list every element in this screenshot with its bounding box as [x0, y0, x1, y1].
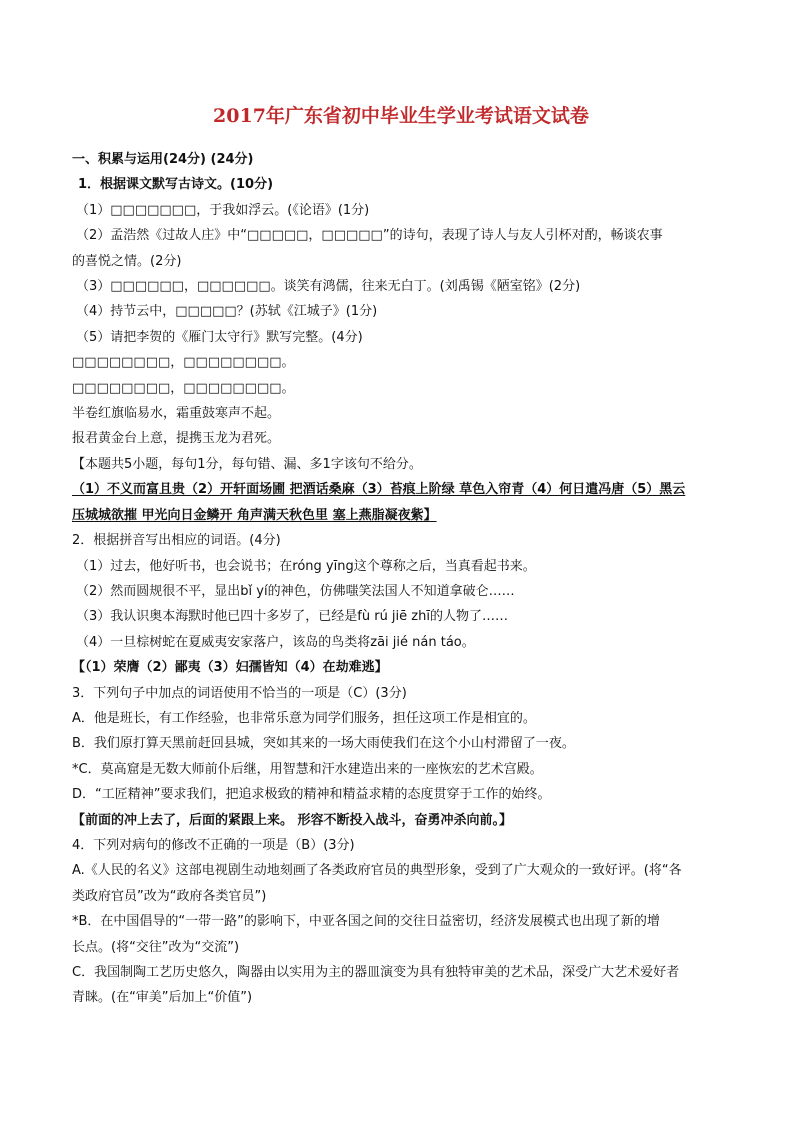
text-line: （3）□□□□□□，□□□□□□。谈笑有鸿儒，往来无白丁。(刘禹锡《陋室铭》(2分): [76, 279, 581, 295]
text-line: □□□□□□□□，□□□□□□□□。: [72, 355, 295, 371]
text-line: 【本题共5小题，每句1分，每句错、漏、多1字该句不给分。: [72, 456, 422, 472]
page-title: 2017年广东省初中毕业生学业考试语文试卷: [213, 105, 589, 127]
text-line: （1）□□□□□□□，于我如浮云。(《论语》(1分): [76, 202, 370, 218]
text-line: B．我们原打算天黑前赶回县城，突如其来的一场大雨使我们在这个小山村滞留了一夜。: [72, 736, 575, 752]
text-line: 3．下列句子中加点的词语使用不恰当的一项是（C）(3分): [72, 685, 407, 701]
text-line: 1．根据课文默写古诗文。(10分): [78, 177, 274, 193]
text-line: （4）一旦棕树蛇在夏威夷安家落户，该岛的鸟类将zāi jié nán táo。: [76, 634, 475, 650]
text-line: （3）我认识奥本海默时他已四十多岁了，已经是fù rú jiē zhī的人物了……: [76, 609, 508, 625]
text-line: （1）过去，他好听书，也会说书；在róng yīng这个尊称之后，当真看起书来。: [76, 558, 536, 574]
text-line: （4）持节云中，□□□□□？(苏轼《江城子》(1分): [76, 304, 378, 320]
text-line: 压城城欲摧 甲光向日金鳞开 角声满天秋色里 塞上燕脂凝夜紫】: [72, 507, 437, 523]
document-body: [72, 147, 730, 1011]
text-line: 类政府官员”改为“政府各类官员”): [72, 888, 267, 904]
text-line: A.《人民的名义》这部电视剧生动地刻画了各类政府官员的典型形象，受到了广大观众的一致好评。(将“各: [72, 863, 682, 879]
text-line: D．“工匠精神”要求我们，把追求极致的精神和精益求精的态度贯穿于工作的始终。: [72, 787, 551, 803]
text-line: 2．根据拼音写出相应的词语。(4分): [72, 533, 281, 549]
text-line: 【（1）荣膺（2）鄙夷（3）妇孺皆知（4）在劫难逃】: [72, 660, 388, 676]
text-line: （2）然而圆规很不平，显出bǐ yí的神色，仿佛嗤笑法国人不知道拿破仑……: [76, 583, 515, 599]
text-line: □□□□□□□□，□□□□□□□□。: [72, 380, 295, 396]
text-line: 一、积累与运用(24分) (24分): [72, 152, 254, 167]
text-line: 半卷红旗临易水，霜重鼓寒声不起。: [72, 406, 281, 422]
text-line: 长点。(将“交往”改为“交流”): [72, 939, 240, 955]
text-line: （1）不义而富且贵（2）开轩面场圃 把酒话桑麻（3）苔痕上阶绿 草色入帘青（4）何日遣冯唐（5）黑云: [72, 482, 686, 498]
text-line: *C．莫高窟是无数大师前仆后继，用智慧和汗水建造出来的一座恢宏的艺术宫殿。: [72, 761, 543, 777]
text-line: （5）请把李贺的《雁门太守行》默写完整。(4分): [76, 329, 363, 345]
text-line: 【前面的冲上去了，后面的紧跟上来。 形容不断投入战斗，奋勇冲杀向前。】: [72, 812, 513, 828]
text-line: A．他是班长，有工作经验，也非常乐意为同学们服务，担任这项工作是相宜的。: [72, 710, 536, 726]
text-line: 青睐。(在“审美”后加上“价值”): [72, 990, 253, 1006]
text-line: *B．在中国倡导的“一带一路”的影响下，中亚各国之间的交往日益密切，经济发展模式也出现了新的增: [72, 914, 660, 930]
text-line: 报君黄金台上意，提携玉龙为君死。: [72, 431, 281, 447]
text-line: 的喜悦之情。(2分): [72, 253, 182, 269]
text-line: 4．下列对病句的修改不正确的一项是（B）(3分): [72, 837, 355, 853]
text-line: （2）孟浩然《过故人庄》中“□□□□□，□□□□□”的诗句，表现了诗人与友人引杯对酌，畅谈农事: [76, 228, 663, 244]
text-line: C．我国制陶工艺历史悠久，陶器由以实用为主的器皿演变为具有独特审美的艺术品，深受广大艺术爱好者: [72, 965, 680, 980]
